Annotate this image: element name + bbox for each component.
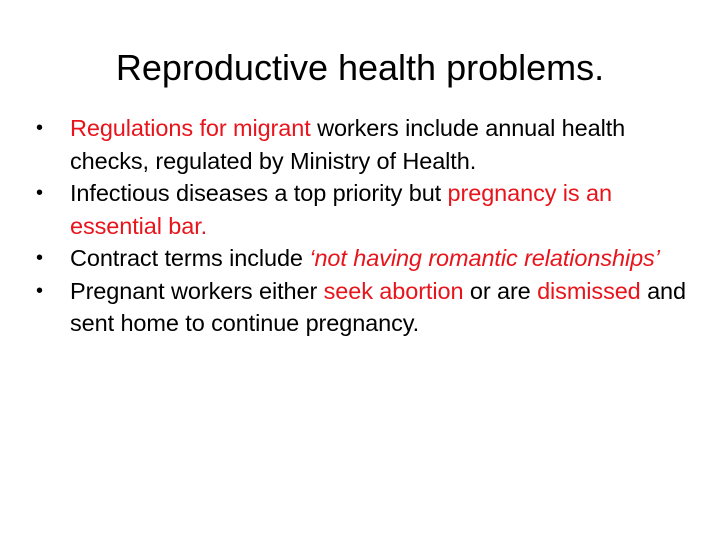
bullet-item-regulations <box>36 112 686 177</box>
bullet-dot-icon: • <box>36 279 43 302</box>
bullet-list <box>36 112 686 340</box>
bullet-text-segment: Pregnant workers either <box>70 277 324 304</box>
bullet-item-pregnant-workers <box>36 275 686 340</box>
bullet-text-segment: pregnancy is an essential bar. <box>70 180 612 239</box>
slide-title: Reproductive health problems. <box>115 47 605 88</box>
bullet-text-segment: and sent home to continue pregnancy. <box>70 277 686 336</box>
bullet-text-segment: ‘not having romantic relationships’ <box>309 245 660 271</box>
bullet-text-segment: workers include annual health checks, regulated by Ministry of Health. <box>70 115 626 174</box>
bullet-dot-icon: • <box>36 247 43 269</box>
bullet-dot-icon: • <box>36 117 43 139</box>
bullet-text-segment: Contract terms include <box>70 245 310 271</box>
bullet-text-segment: Regulations for migrant <box>70 115 311 141</box>
bullet-item-infectious-diseases <box>36 177 686 242</box>
bullet-text-segment: Infectious diseases a top priority but <box>70 180 448 206</box>
bullet-text-segment: or are <box>463 277 538 304</box>
bullet-text-segment: dismissed <box>537 277 641 304</box>
bullet-item-contract-terms <box>36 242 686 275</box>
bullet-text-segment: seek abortion <box>323 277 464 304</box>
bullet-dot-icon: • <box>36 182 43 204</box>
